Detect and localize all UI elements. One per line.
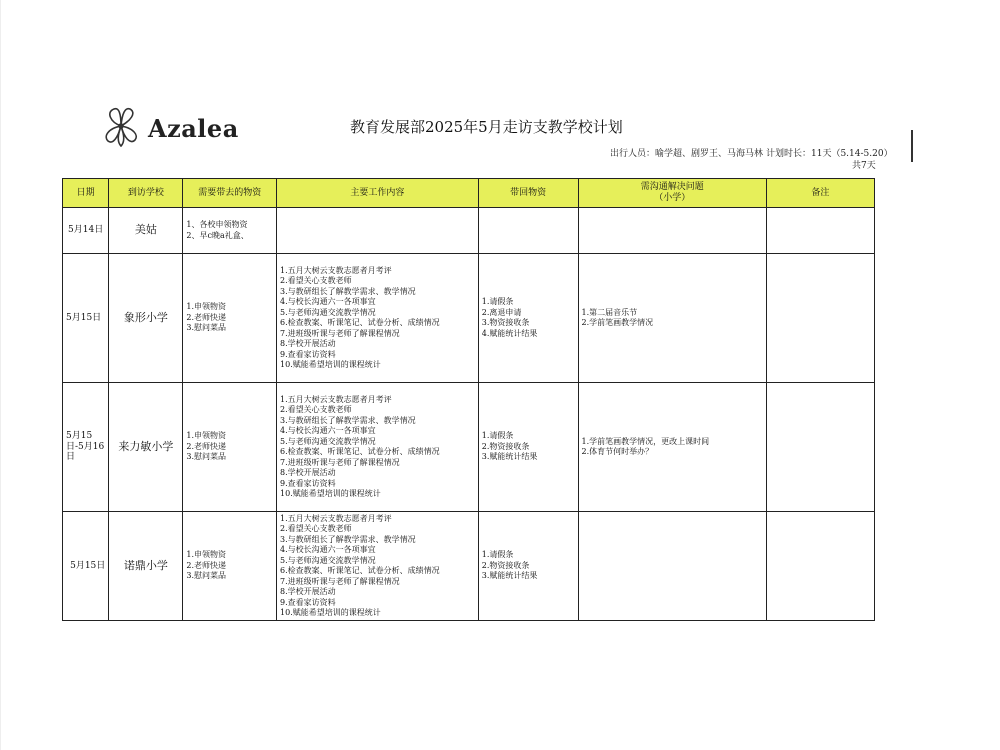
header-school: 到访学校 — [109, 179, 183, 208]
header-issues: 需沟通解决问题 （小学） — [578, 179, 766, 208]
cell-issues — [578, 512, 766, 621]
list-item: 1.学前笔画教学情况，更改上课时间 — [581, 436, 710, 446]
list-item: 8.学校开展活动 — [280, 339, 336, 348]
list-item: 10.赋能希望培训的课程统计 — [280, 489, 381, 498]
cell-issues — [578, 383, 766, 512]
cell-issues — [578, 254, 766, 383]
list-item: 1.申领物资 — [186, 302, 227, 312]
list-item: 1.五月大树云支教志愿者月考评 — [280, 394, 392, 404]
list-item: 3.与教研组长了解教学需求、教学情况 — [280, 415, 416, 425]
cell-school: 美姑 — [109, 208, 183, 254]
cell-date: 5月15日-5月16日 — [63, 383, 109, 512]
list-item: 2.体育节何时举办？ — [581, 447, 654, 456]
list-item: 8.学校开展活动 — [280, 587, 336, 596]
list-item: 2.离退申请 — [481, 307, 522, 317]
plan-duration: 计划时长：11天（5.14-5.20） — [766, 149, 893, 159]
list-item: 1、各校申领物资 — [186, 220, 248, 229]
visit-plan-table — [62, 178, 875, 621]
document-title: 教育发展部2025年5月走访支教学校计划 — [350, 118, 623, 136]
list-item: 1.第二届音乐节 — [581, 307, 638, 317]
list-item: 2.老师快递 — [186, 560, 227, 570]
list-item: 7.进班级听课与老师了解课程情况 — [280, 457, 400, 467]
list-item: 7.进班级听课与老师了解课程情况 — [280, 576, 400, 586]
cell-work — [277, 512, 479, 621]
header-date: 日期 — [63, 179, 109, 208]
travel-personnel: 出行人员：喻学超、剧罗王、马海马林 — [610, 149, 764, 159]
cell-notes — [766, 254, 874, 383]
list-item: 6.检查教案、听课笔记、试卷分析、成绩情况 — [280, 566, 440, 575]
cell-supplies — [183, 254, 277, 383]
cell-notes — [766, 512, 874, 621]
list-item: 2.学前笔画教学情况 — [581, 318, 654, 327]
list-item: 10.赋能希望培训的课程统计 — [280, 360, 381, 369]
header-supplies: 需要带去的物资 — [183, 179, 277, 208]
cell-work — [277, 254, 479, 383]
cell-date: 5月15日 — [63, 512, 109, 621]
list-item: 3.慰问菜品 — [186, 323, 227, 333]
list-item: 5.与老师沟通交流教学情况 — [280, 307, 376, 317]
cell-notes — [766, 383, 874, 512]
list-item: 2、早c晚a礼盒、 — [186, 230, 249, 240]
list-item: 1.五月大树云支教志愿者月考评 — [280, 513, 392, 523]
list-item: 3.慰问菜品 — [186, 452, 227, 462]
list-item: 8.学校开展活动 — [280, 468, 336, 477]
cell-school: 来力敏小学 — [109, 383, 183, 512]
table-row — [63, 208, 875, 254]
cell-bring-back — [478, 208, 578, 254]
cell-date: 5月15日 — [63, 254, 109, 383]
list-item: 3.与教研组长了解教学需求、教学情况 — [280, 534, 416, 544]
list-item: 1.请假条 — [481, 431, 514, 441]
cell-school: 象形小学 — [109, 254, 183, 383]
list-item: 9.查看家访资料 — [280, 597, 336, 607]
list-item: 9.查看家访资料 — [280, 349, 336, 359]
scan-margin-line — [911, 130, 913, 162]
list-item: 3.赋能统计结果 — [481, 452, 538, 462]
cell-supplies — [183, 383, 277, 512]
list-item: 2.老师快递 — [186, 441, 227, 451]
list-item: 5.与老师沟通交流教学情况 — [280, 555, 376, 565]
list-item: 4.赋能统计结果 — [481, 328, 538, 338]
list-item: 1.申领物资 — [186, 550, 227, 560]
cell-issues — [578, 208, 766, 254]
cell-supplies — [183, 208, 277, 254]
cell-work — [277, 208, 479, 254]
cell-bring-back — [478, 254, 578, 383]
list-item: 6.检查教案、听课笔记、试卷分析、成绩情况 — [280, 447, 440, 456]
list-item: 3.物资接收条 — [481, 318, 530, 327]
cell-bring-back — [478, 383, 578, 512]
list-item: 10.赋能希望培训的课程统计 — [280, 608, 381, 617]
list-item: 1.请假条 — [481, 550, 514, 560]
list-item: 3.慰问菜品 — [186, 571, 227, 581]
list-item: 2.物资接收条 — [481, 560, 530, 570]
list-item: 2.看望关心支教老师 — [280, 276, 352, 285]
list-item: 2.看望关心支教老师 — [280, 524, 352, 533]
list-item: 4.与校长沟通六一各项事宜 — [280, 545, 376, 554]
table-header-row — [63, 179, 875, 208]
list-item: 9.查看家访资料 — [280, 478, 336, 488]
list-item: 4.与校长沟通六一各项事宜 — [280, 297, 376, 306]
header-bring-back: 带回物资 — [478, 179, 578, 208]
header-work: 主要工作内容 — [277, 179, 479, 208]
table-row — [63, 254, 875, 383]
total-days: 共7天 — [852, 161, 876, 171]
list-item: 1.请假条 — [481, 297, 514, 306]
list-item: 1.五月大树云支教志愿者月考评 — [280, 265, 392, 275]
list-item: 1.申领物资 — [186, 431, 227, 441]
cell-notes — [766, 208, 874, 254]
list-item: 2.物资接收条 — [481, 441, 530, 451]
cell-school: 诺鼎小学 — [109, 512, 183, 621]
list-item: 6.检查教案、听课笔记、试卷分析、成绩情况 — [280, 318, 440, 327]
cell-date: 5月14日 — [63, 208, 109, 254]
logo-text: Azalea — [148, 113, 239, 143]
header-notes: 备注 — [766, 179, 874, 208]
cell-supplies — [183, 512, 277, 621]
cell-work — [277, 383, 479, 512]
cell-bring-back — [478, 512, 578, 621]
list-item: 3.与教研组长了解教学需求、教学情况 — [280, 286, 416, 296]
list-item: 5.与老师沟通交流教学情况 — [280, 436, 376, 446]
list-item: 2.看望关心支教老师 — [280, 405, 352, 414]
logo — [100, 104, 239, 152]
table-row — [63, 512, 875, 621]
list-item: 7.进班级听课与老师了解课程情况 — [280, 328, 400, 338]
azalea-flower-icon — [100, 104, 142, 152]
table-row — [63, 383, 875, 512]
list-item: 2.老师快递 — [186, 312, 227, 322]
scan-edge — [0, 0, 1, 750]
list-item: 4.与校长沟通六一各项事宜 — [280, 426, 376, 435]
list-item: 3.赋能统计结果 — [481, 571, 538, 581]
